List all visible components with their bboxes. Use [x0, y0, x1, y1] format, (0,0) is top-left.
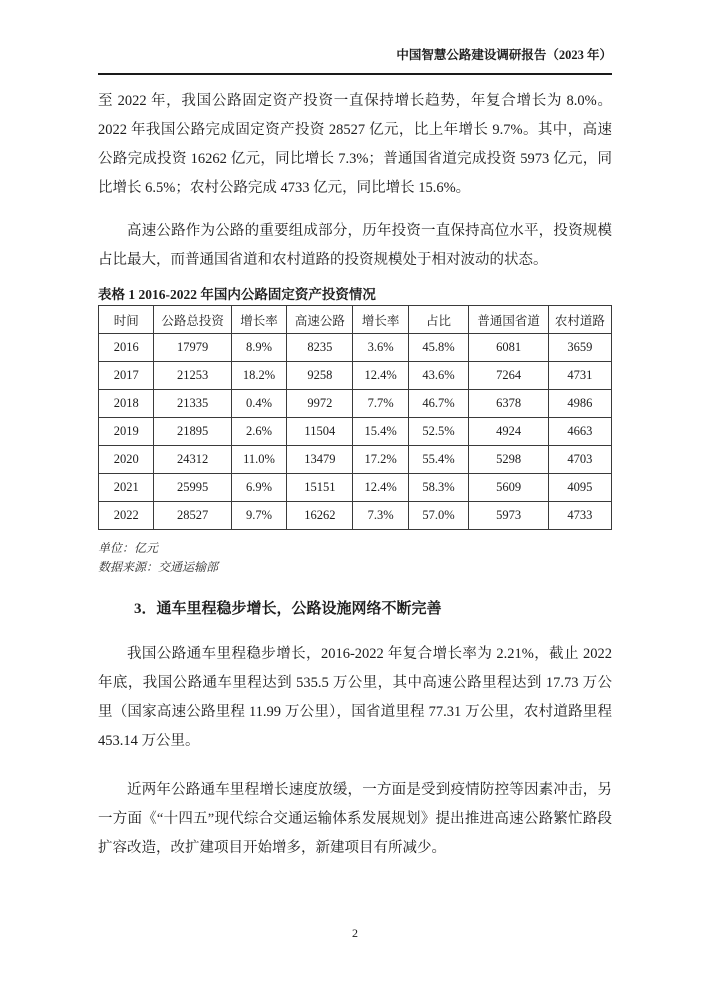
page-header — [98, 0, 612, 75]
table-note-unit: 单位：亿元 — [98, 541, 159, 555]
table-cell: 5609 — [469, 474, 549, 502]
table-cell: 21253 — [154, 362, 231, 390]
table-header-cell: 占比 — [408, 306, 469, 334]
table-header-cell: 公路总投资 — [154, 306, 231, 334]
investment-table — [98, 305, 612, 530]
table-cell: 3.6% — [353, 334, 408, 362]
table-cell: 21895 — [154, 418, 231, 446]
table-header-cell: 普通国省道 — [469, 306, 549, 334]
table-row — [99, 390, 612, 418]
table-cell: 17.2% — [353, 446, 408, 474]
table-cell: 2021 — [99, 474, 154, 502]
table-cell: 8235 — [287, 334, 353, 362]
table-header-cell: 高速公路 — [287, 306, 353, 334]
table-row — [99, 418, 612, 446]
table-cell: 0.4% — [231, 390, 286, 418]
paragraph-mileage-slowdown: 近两年公路通车里程增长速度放缓，一方面是受到疫情防控等因素冲击，另一方面《“十四五”现代综合交通运输体系发展规划》提出推进高速公路繁忙路段扩容改造，改扩建项目开始增多，新建项目有所减少。 — [98, 782, 612, 856]
table-cell: 7.3% — [353, 502, 408, 530]
table-cell: 11504 — [287, 418, 353, 446]
table-cell: 21335 — [154, 390, 231, 418]
table-header-cell: 时间 — [99, 306, 154, 334]
table-row — [99, 446, 612, 474]
table-cell: 18.2% — [231, 362, 286, 390]
table-cell: 8.9% — [231, 334, 286, 362]
table-cell: 4663 — [548, 418, 611, 446]
table-cell: 17979 — [154, 334, 231, 362]
table-cell: 4095 — [548, 474, 611, 502]
table-body — [99, 334, 612, 530]
paragraph-highway-share: 高速公路作为公路的重要组成部分，历年投资一直保持高位水平，投资规模占比最大，而普通国省道和农村道路的投资规模处于相对波动的状态。 — [98, 223, 612, 268]
table-cell: 4924 — [469, 418, 549, 446]
page-header-title: 中国智慧公路建设调研报告（2023 年） — [396, 48, 612, 62]
table-cell: 28527 — [154, 502, 231, 530]
table-header-cell: 增长率 — [231, 306, 286, 334]
paragraph-investment-overview: 至 2022 年，我国公路固定资产投资一直保持增长趋势，年复合增长为 8.0%。2022 年我国公路完成固定资产投资 28527 亿元，比上年增长 9.7%。其中，高速公路完成投资 16262 亿元，同比增长 7.3%；普通国省道完成投资 5973 亿元，同比增长 6.5%；农村公路完成 4733 亿元，同比增长 15.6%。 — [98, 93, 612, 196]
table-cell: 9972 — [287, 390, 353, 418]
table-row — [99, 362, 612, 390]
table-cell: 57.0% — [408, 502, 469, 530]
table-header-cell: 增长率 — [353, 306, 408, 334]
table-cell: 11.0% — [231, 446, 286, 474]
table-cell: 24312 — [154, 446, 231, 474]
table-cell: 2.6% — [231, 418, 286, 446]
table-cell: 2022 — [99, 502, 154, 530]
table-cell: 7.7% — [353, 390, 408, 418]
table-cell: 5973 — [469, 502, 549, 530]
table-cell: 2016 — [99, 334, 154, 362]
page-number: 2 — [352, 926, 358, 940]
table-cell: 2017 — [99, 362, 154, 390]
table-row — [99, 334, 612, 362]
table-cell: 7264 — [469, 362, 549, 390]
table-caption: 表格 1 2016-2022 年国内公路固定资产投资情况 — [98, 287, 376, 302]
table-header-cell: 农村道路 — [548, 306, 611, 334]
table-cell: 12.4% — [353, 474, 408, 502]
paragraph-mileage-growth: 我国公路通车里程稳步增长，2016-2022 年复合增长率为 2.21%，截止 2022 年底，我国公路通车里程达到 535.5 万公里，其中高速公路里程达到 17.73 万公里（国家高速公路里程 11.99 万公里），国省道里程 77.31 万公里，农村道路里程 453.14 万公里。 — [98, 646, 612, 749]
table-cell: 25995 — [154, 474, 231, 502]
table-cell: 43.6% — [408, 362, 469, 390]
table-row — [99, 474, 612, 502]
table-cell: 6.9% — [231, 474, 286, 502]
table-note-source: 数据来源：交通运输部 — [98, 560, 219, 574]
table-cell: 6378 — [469, 390, 549, 418]
table-cell: 15151 — [287, 474, 353, 502]
table-row — [99, 502, 612, 530]
table-cell: 15.4% — [353, 418, 408, 446]
table-cell: 9.7% — [231, 502, 286, 530]
table-cell: 2020 — [99, 446, 154, 474]
table-header-row — [99, 306, 612, 334]
table-cell: 6081 — [469, 334, 549, 362]
table-cell: 4703 — [548, 446, 611, 474]
table-cell: 58.3% — [408, 474, 469, 502]
table-cell: 2019 — [99, 418, 154, 446]
table-cell: 9258 — [287, 362, 353, 390]
table-cell: 55.4% — [408, 446, 469, 474]
table-cell: 4731 — [548, 362, 611, 390]
table-cell: 45.8% — [408, 334, 469, 362]
section-heading: 3．通车里程稳步增长，公路设施网络不断完善 — [134, 601, 442, 617]
table-cell: 52.5% — [408, 418, 469, 446]
table-cell: 46.7% — [408, 390, 469, 418]
table-cell: 16262 — [287, 502, 353, 530]
table-cell: 4986 — [548, 390, 611, 418]
table-cell: 13479 — [287, 446, 353, 474]
table-cell: 5298 — [469, 446, 549, 474]
table-cell: 3659 — [548, 334, 611, 362]
table-cell: 2018 — [99, 390, 154, 418]
table-cell: 4733 — [548, 502, 611, 530]
table-cell: 12.4% — [353, 362, 408, 390]
